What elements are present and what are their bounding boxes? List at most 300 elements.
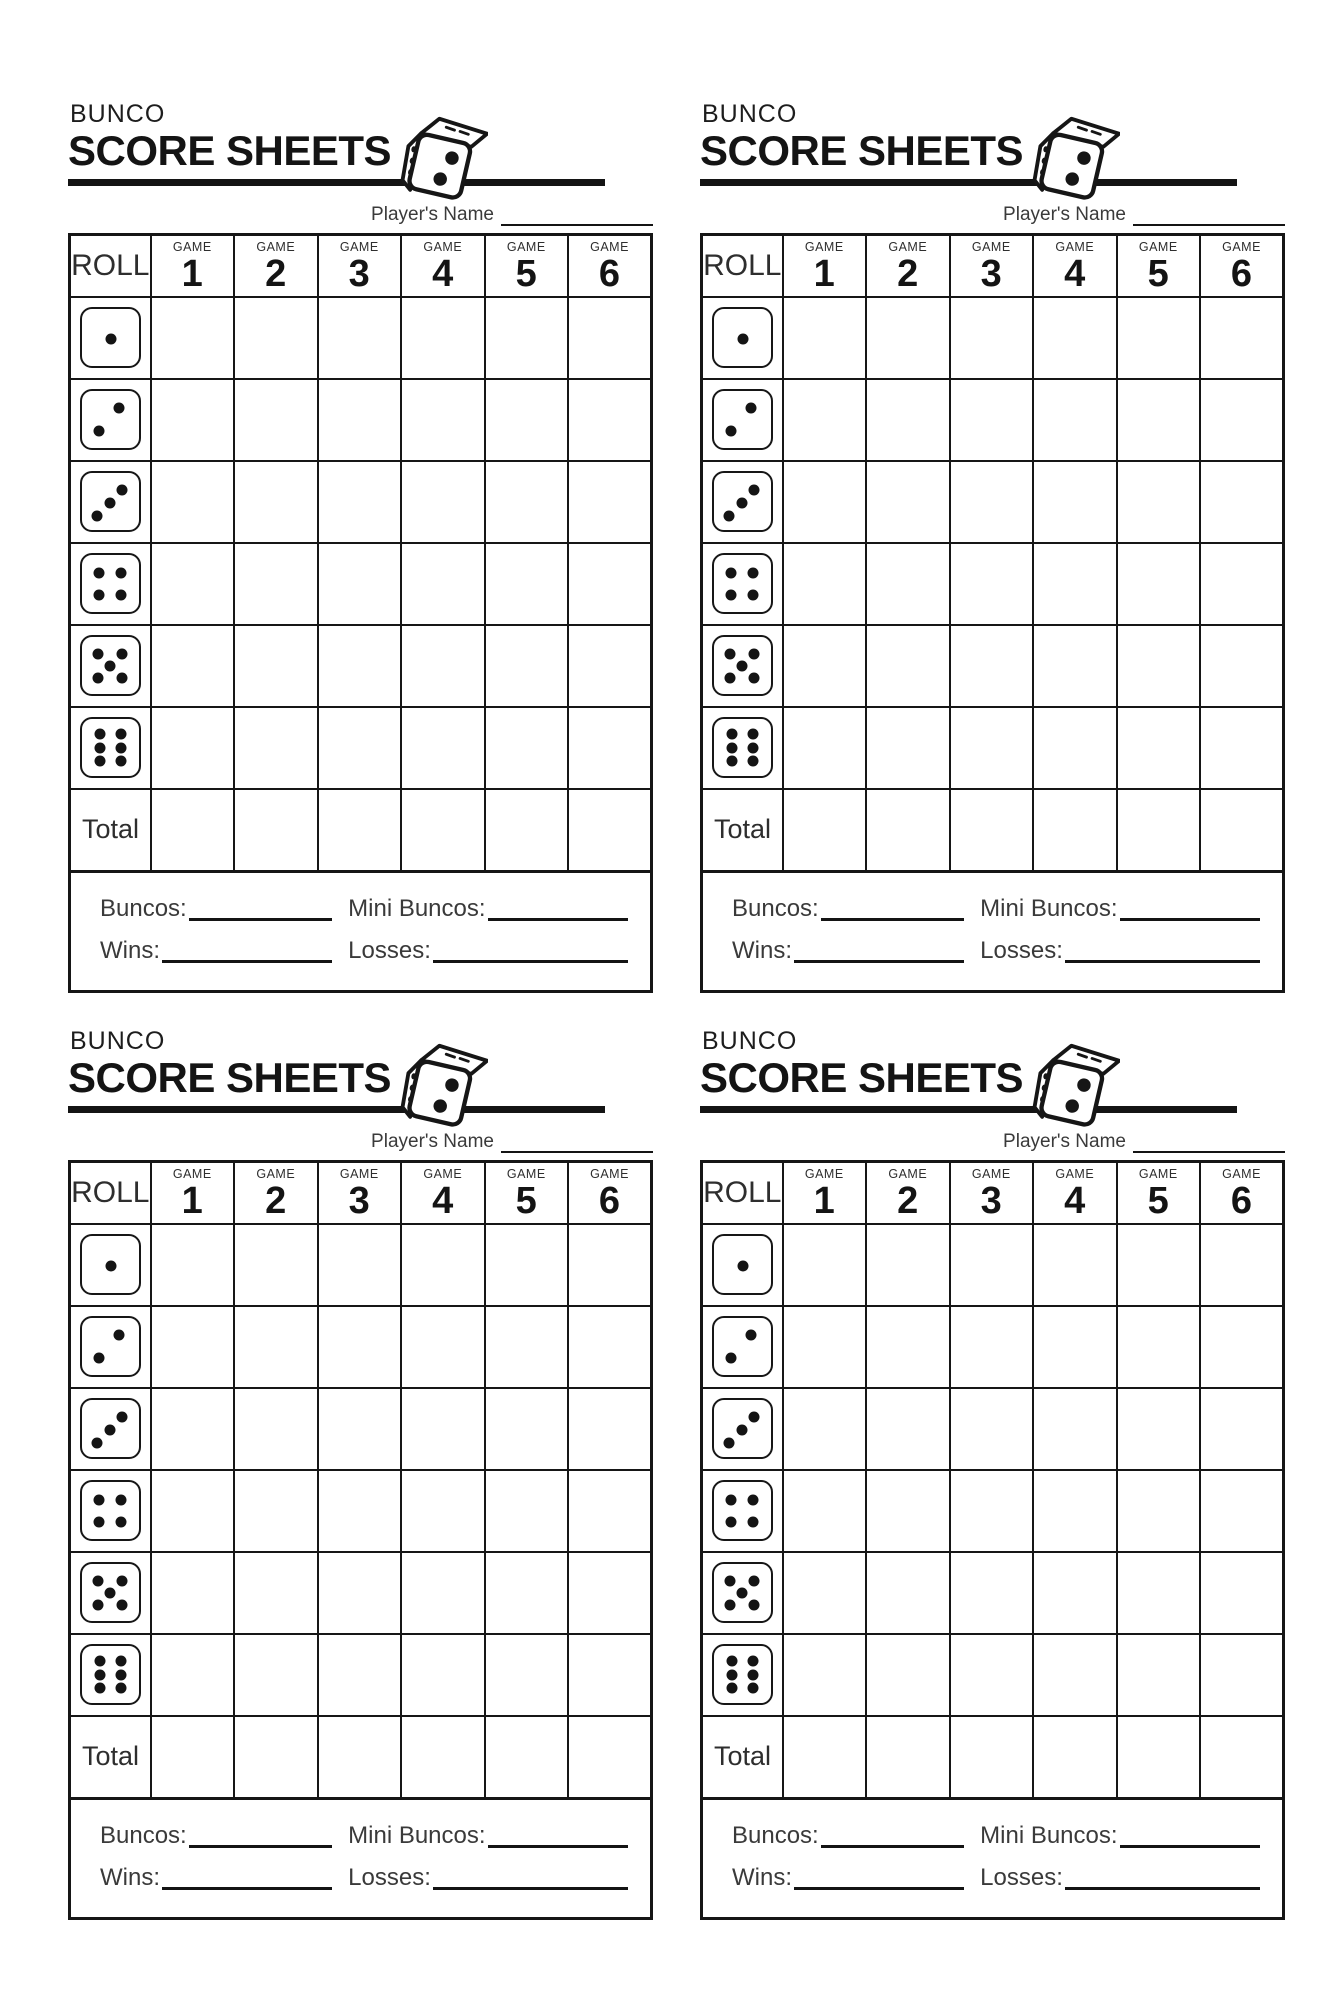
- total-score-cell: [1117, 789, 1201, 872]
- die-face-4: [80, 553, 141, 614]
- dice-row-3: [702, 1388, 1284, 1470]
- title-row: [68, 126, 653, 175]
- die-face-cell: [70, 707, 151, 789]
- score-cell: [151, 1552, 235, 1634]
- game-number: 6: [598, 1179, 621, 1222]
- tally-box: [700, 1800, 1285, 1920]
- table-header-row: [70, 234, 652, 297]
- total-score-cell: [151, 1716, 235, 1799]
- game-4-column-header: [401, 234, 485, 297]
- game-label: GAME: [339, 239, 379, 254]
- die-face-6: [712, 1644, 773, 1705]
- mini-buncos-blank-line: [1120, 898, 1260, 921]
- game-label: GAME: [971, 239, 1011, 254]
- dice-row-1: [70, 1224, 652, 1306]
- player-name-row: [700, 201, 1285, 226]
- dice-row-2: [702, 379, 1284, 461]
- score-cell: [1033, 297, 1117, 379]
- game-number: 1: [181, 252, 203, 295]
- game-6-column-header: [568, 1161, 652, 1224]
- score-cell: [1033, 1388, 1117, 1470]
- score-cell: [401, 1552, 485, 1634]
- game-number: 3: [980, 252, 1002, 295]
- game-3-column-header: [950, 1161, 1034, 1224]
- die-face-cell: [70, 379, 151, 461]
- game-number: 1: [813, 1179, 835, 1222]
- game-label: GAME: [339, 1166, 379, 1181]
- score-cell: [401, 1470, 485, 1552]
- score-cell: [401, 625, 485, 707]
- score-cell: [1033, 1224, 1117, 1306]
- total-row: [70, 1716, 652, 1799]
- game-label: GAME: [506, 1166, 546, 1181]
- score-cell: [568, 543, 652, 625]
- die-face-cell: [702, 1634, 783, 1716]
- losses-field: [980, 1865, 1260, 1890]
- die-face-3: [80, 471, 141, 532]
- score-cell: [1033, 1634, 1117, 1716]
- score-cell: [234, 297, 318, 379]
- wins-label: Wins:: [100, 936, 160, 964]
- total-score-cell: [318, 789, 402, 872]
- score-cell: [1200, 707, 1284, 789]
- score-cell: [318, 1552, 402, 1634]
- total-score-cell: [151, 789, 235, 872]
- score-cell: [1117, 543, 1201, 625]
- total-score-cell: [783, 1716, 867, 1799]
- tally-row-wins: [732, 1865, 1260, 1890]
- die-face-3: [712, 1398, 773, 1459]
- score-cell: [485, 1552, 569, 1634]
- total-score-cell: [234, 789, 318, 872]
- title-underline: [700, 1106, 1237, 1113]
- score-cell: [485, 1634, 569, 1716]
- score-cell: [318, 1224, 402, 1306]
- die-face-2: [80, 389, 141, 450]
- score-cell: [783, 297, 867, 379]
- score-cell: [568, 1634, 652, 1716]
- score-cell: [234, 1224, 318, 1306]
- score-cell: [1200, 1470, 1284, 1552]
- die-face-cell: [702, 543, 783, 625]
- player-name-label: Player's Name: [371, 1130, 494, 1152]
- game-number: 6: [1230, 1179, 1253, 1222]
- sheet-title: SCORE SHEETS: [700, 126, 1024, 174]
- game-label: GAME: [256, 239, 296, 254]
- roll-column-header: ROLL: [702, 234, 783, 297]
- title-underline: [700, 179, 1237, 186]
- game-2-column-header: [234, 1161, 318, 1224]
- losses-label: Losses:: [980, 1863, 1063, 1891]
- score-sheet: [68, 1027, 653, 1920]
- dice-row-6: [702, 1634, 1284, 1716]
- score-cell: [568, 1388, 652, 1470]
- mini-buncos-field: [980, 896, 1260, 921]
- die-face-6: [80, 1644, 141, 1705]
- losses-blank-line: [433, 1867, 628, 1890]
- losses-label: Losses:: [348, 1863, 431, 1891]
- game-number: 5: [515, 1179, 537, 1222]
- total-score-cell: [866, 789, 950, 872]
- score-cell: [234, 1306, 318, 1388]
- tally-row-buncos: [732, 896, 1260, 921]
- game-number: 3: [348, 1179, 370, 1222]
- score-cell: [318, 543, 402, 625]
- die-face-1: [80, 1234, 141, 1295]
- dice-row-1: [702, 297, 1284, 379]
- total-score-cell: [318, 1716, 402, 1799]
- score-cell: [485, 297, 569, 379]
- score-cell: [783, 707, 867, 789]
- die-face-4: [712, 553, 773, 614]
- dice-icon: [388, 1034, 488, 1130]
- score-cell: [485, 707, 569, 789]
- tally-box: [700, 873, 1285, 993]
- game-number: 2: [897, 252, 919, 295]
- game-6-column-header: [1200, 234, 1284, 297]
- score-cell: [1200, 1552, 1284, 1634]
- score-cell: [234, 379, 318, 461]
- score-cell: [1200, 1224, 1284, 1306]
- dice-icon: [388, 107, 488, 203]
- score-cell: [950, 1306, 1034, 1388]
- score-cell: [783, 1634, 867, 1716]
- score-cell: [1117, 1470, 1201, 1552]
- buncos-label: Buncos:: [732, 894, 819, 922]
- total-score-cell: [950, 789, 1034, 872]
- score-cell: [568, 1470, 652, 1552]
- game-number: 6: [598, 252, 621, 295]
- sheet-title: SCORE SHEETS: [700, 1053, 1024, 1101]
- player-name-row: [68, 1128, 653, 1153]
- score-cell: [1033, 543, 1117, 625]
- player-name-label: Player's Name: [1003, 203, 1126, 225]
- score-sheet: [700, 100, 1285, 993]
- game-label: GAME: [1138, 1166, 1178, 1181]
- total-score-cell: [234, 1716, 318, 1799]
- dice-row-2: [702, 1306, 1284, 1388]
- game-5-column-header: [1117, 1161, 1201, 1224]
- total-score-cell: [866, 1716, 950, 1799]
- dice-row-6: [70, 707, 652, 789]
- score-cell: [1200, 297, 1284, 379]
- wins-label: Wins:: [732, 1863, 792, 1891]
- score-cell: [568, 297, 652, 379]
- game-label: GAME: [1222, 1166, 1261, 1181]
- score-cell: [485, 1388, 569, 1470]
- die-face-5: [80, 1562, 141, 1623]
- score-cell: [783, 379, 867, 461]
- score-cell: [568, 461, 652, 543]
- score-cell: [1117, 1552, 1201, 1634]
- game-6-column-header: [1200, 1161, 1284, 1224]
- tally-row-wins: [100, 938, 628, 963]
- sheet-title: SCORE SHEETS: [68, 1053, 392, 1101]
- losses-label: Losses:: [348, 936, 431, 964]
- die-face-4: [80, 1480, 141, 1541]
- score-cell: [950, 1634, 1034, 1716]
- score-cell: [568, 1552, 652, 1634]
- game-3-column-header: [318, 234, 402, 297]
- die-face-cell: [70, 1470, 151, 1552]
- die-face-2: [712, 389, 773, 450]
- game-1-column-header: [783, 1161, 867, 1224]
- score-cell: [1200, 461, 1284, 543]
- dice-row-4: [702, 1470, 1284, 1552]
- dice-icon: [1020, 107, 1120, 203]
- buncos-field: [732, 1823, 980, 1848]
- score-cell: [783, 1470, 867, 1552]
- score-cell: [318, 625, 402, 707]
- game-number: 3: [348, 252, 370, 295]
- die-face-cell: [702, 461, 783, 543]
- score-cell: [950, 707, 1034, 789]
- buncos-blank-line: [821, 898, 964, 921]
- buncos-blank-line: [821, 1825, 964, 1848]
- game-label: GAME: [888, 1166, 928, 1181]
- die-face-6: [712, 717, 773, 778]
- score-cell: [151, 1634, 235, 1716]
- brand-label: BUNCO: [702, 1027, 798, 1055]
- mini-buncos-label: Mini Buncos:: [980, 894, 1118, 922]
- wins-field: [732, 1865, 980, 1890]
- game-label: GAME: [423, 1166, 463, 1181]
- table-header-row: [702, 1161, 1284, 1224]
- score-cell: [1033, 379, 1117, 461]
- score-cell: [234, 1552, 318, 1634]
- score-cell: [866, 1470, 950, 1552]
- title-underline: [68, 1106, 605, 1113]
- score-cell: [950, 1470, 1034, 1552]
- score-cell: [151, 1224, 235, 1306]
- game-label: GAME: [888, 239, 928, 254]
- game-label: GAME: [971, 1166, 1011, 1181]
- game-1-column-header: [783, 234, 867, 297]
- losses-blank-line: [433, 940, 628, 963]
- score-cell: [151, 1388, 235, 1470]
- total-row: [702, 789, 1284, 872]
- mini-buncos-blank-line: [1120, 1825, 1260, 1848]
- total-score-cell: [568, 1716, 652, 1799]
- score-cell: [151, 543, 235, 625]
- game-2-column-header: [234, 234, 318, 297]
- score-cell: [234, 461, 318, 543]
- score-table: [700, 1160, 1285, 1800]
- score-cell: [783, 1388, 867, 1470]
- tally-row-buncos: [100, 1823, 628, 1848]
- buncos-field: [732, 896, 980, 921]
- game-label: GAME: [172, 239, 212, 254]
- losses-field: [348, 938, 628, 963]
- score-cell: [401, 461, 485, 543]
- game-3-column-header: [318, 1161, 402, 1224]
- player-name-blank-line: [501, 1129, 653, 1153]
- die-face-3: [80, 1398, 141, 1459]
- score-cell: [783, 625, 867, 707]
- die-face-cell: [702, 297, 783, 379]
- wins-field: [100, 938, 348, 963]
- tally-box: [68, 873, 653, 993]
- score-cell: [1117, 1634, 1201, 1716]
- dice-row-3: [70, 1388, 652, 1470]
- roll-column-header: ROLL: [70, 234, 151, 297]
- game-2-column-header: [866, 234, 950, 297]
- game-6-column-header: [568, 234, 652, 297]
- dice-row-5: [702, 1552, 1284, 1634]
- score-cell: [401, 707, 485, 789]
- score-cell: [866, 707, 950, 789]
- score-cell: [866, 379, 950, 461]
- buncos-blank-line: [189, 1825, 332, 1848]
- score-cell: [950, 379, 1034, 461]
- score-sheet: [68, 100, 653, 993]
- wins-label: Wins:: [100, 1863, 160, 1891]
- score-cell: [401, 543, 485, 625]
- die-face-cell: [702, 1224, 783, 1306]
- score-table: [68, 1160, 653, 1800]
- total-score-cell: [1033, 1716, 1117, 1799]
- game-label: GAME: [1055, 1166, 1095, 1181]
- die-face-cell: [702, 707, 783, 789]
- score-cell: [1033, 1470, 1117, 1552]
- game-label: GAME: [506, 239, 546, 254]
- score-cell: [151, 1306, 235, 1388]
- table-header-row: [702, 234, 1284, 297]
- wins-blank-line: [794, 940, 964, 963]
- mini-buncos-field: [348, 1823, 628, 1848]
- score-cell: [318, 379, 402, 461]
- game-4-column-header: [1033, 1161, 1117, 1224]
- game-label: GAME: [1138, 239, 1178, 254]
- buncos-label: Buncos:: [100, 894, 187, 922]
- roll-column-header: ROLL: [70, 1161, 151, 1224]
- game-5-column-header: [1117, 234, 1201, 297]
- die-face-3: [712, 471, 773, 532]
- game-number: 4: [432, 1179, 454, 1222]
- dice-row-3: [702, 461, 1284, 543]
- wins-blank-line: [794, 1867, 964, 1890]
- score-cell: [866, 1634, 950, 1716]
- score-cell: [866, 625, 950, 707]
- dice-row-6: [70, 1634, 652, 1716]
- total-score-cell: [1200, 789, 1284, 872]
- dice-row-4: [70, 1470, 652, 1552]
- total-score-cell: [485, 1716, 569, 1799]
- table-header-row: [70, 1161, 652, 1224]
- mini-buncos-blank-line: [488, 1825, 628, 1848]
- game-4-column-header: [1033, 234, 1117, 297]
- score-cell: [1117, 1388, 1201, 1470]
- tally-box: [68, 1800, 653, 1920]
- score-cell: [950, 625, 1034, 707]
- tally-row-buncos: [100, 896, 628, 921]
- score-cell: [568, 707, 652, 789]
- die-face-cell: [702, 1306, 783, 1388]
- game-5-column-header: [485, 1161, 569, 1224]
- score-cell: [1200, 1306, 1284, 1388]
- score-cell: [234, 707, 318, 789]
- game-4-column-header: [401, 1161, 485, 1224]
- dice-row-1: [702, 1224, 1284, 1306]
- title-row: [700, 126, 1285, 175]
- tally-row-wins: [732, 938, 1260, 963]
- score-cell: [234, 543, 318, 625]
- die-face-cell: [702, 625, 783, 707]
- score-cell: [1200, 1388, 1284, 1470]
- score-cell: [1033, 707, 1117, 789]
- score-cell: [783, 461, 867, 543]
- score-cell: [318, 297, 402, 379]
- score-cell: [401, 1224, 485, 1306]
- die-face-5: [80, 635, 141, 696]
- die-face-cell: [70, 1224, 151, 1306]
- score-cell: [485, 461, 569, 543]
- score-cell: [783, 1224, 867, 1306]
- score-cell: [950, 543, 1034, 625]
- score-cell: [401, 1634, 485, 1716]
- player-name-label: Player's Name: [371, 203, 494, 225]
- game-number: 3: [980, 1179, 1002, 1222]
- score-cell: [1033, 625, 1117, 707]
- score-cell: [1117, 707, 1201, 789]
- game-label: GAME: [590, 239, 629, 254]
- game-number: 2: [897, 1179, 919, 1222]
- score-cell: [950, 1552, 1034, 1634]
- wins-blank-line: [162, 1867, 332, 1890]
- wins-label: Wins:: [732, 936, 792, 964]
- game-number: 4: [1064, 1179, 1086, 1222]
- die-face-cell: [70, 625, 151, 707]
- total-score-cell: [401, 1716, 485, 1799]
- score-cell: [485, 1470, 569, 1552]
- game-label: GAME: [804, 1166, 844, 1181]
- score-cell: [151, 379, 235, 461]
- losses-field: [348, 1865, 628, 1890]
- brand-label: BUNCO: [70, 1027, 166, 1055]
- total-score-cell: [485, 789, 569, 872]
- dice-row-2: [70, 1306, 652, 1388]
- score-table: [68, 233, 653, 873]
- buncos-field: [100, 896, 348, 921]
- game-number: 4: [1064, 252, 1086, 295]
- score-cell: [568, 625, 652, 707]
- die-face-2: [712, 1316, 773, 1377]
- total-score-cell: [568, 789, 652, 872]
- score-cell: [1117, 379, 1201, 461]
- dice-row-3: [70, 461, 652, 543]
- score-cell: [485, 625, 569, 707]
- die-face-cell: [702, 1552, 783, 1634]
- score-sheet: [700, 1027, 1285, 1920]
- player-name-blank-line: [1133, 1129, 1285, 1153]
- score-cell: [866, 1224, 950, 1306]
- score-cell: [866, 543, 950, 625]
- score-cell: [234, 1470, 318, 1552]
- buncos-label: Buncos:: [732, 1821, 819, 1849]
- die-face-cell: [702, 1388, 783, 1470]
- score-cell: [568, 379, 652, 461]
- game-number: 1: [181, 1179, 203, 1222]
- dice-row-5: [70, 625, 652, 707]
- score-cell: [401, 379, 485, 461]
- score-cell: [151, 1470, 235, 1552]
- score-cell: [151, 625, 235, 707]
- score-cell: [783, 1552, 867, 1634]
- mini-buncos-label: Mini Buncos:: [980, 1821, 1118, 1849]
- player-name-blank-line: [1133, 202, 1285, 226]
- score-cell: [485, 543, 569, 625]
- game-1-column-header: [151, 1161, 235, 1224]
